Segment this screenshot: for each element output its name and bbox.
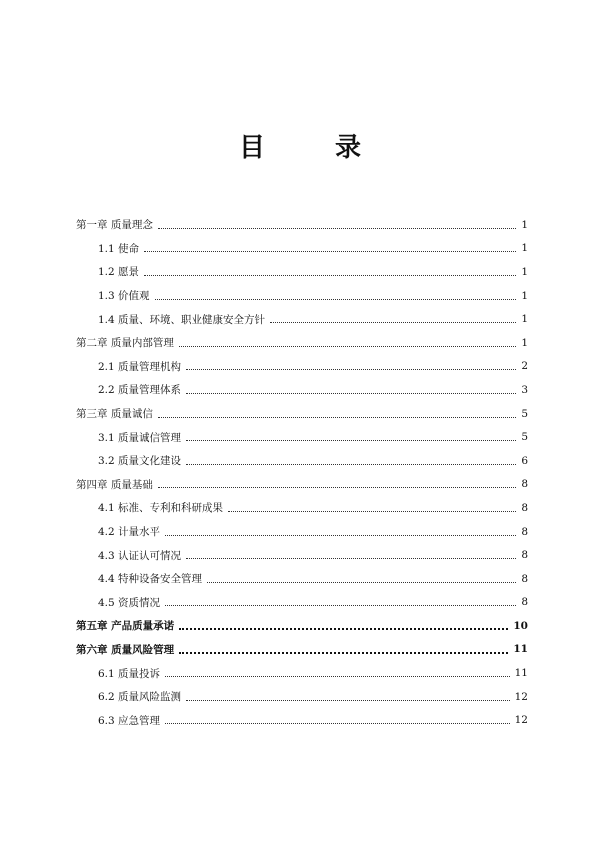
toc-dot-leader: [186, 557, 516, 559]
toc-section-entry[interactable]: [76, 520, 528, 544]
toc-section-entry[interactable]: [76, 591, 528, 615]
toc-dot-leader: [179, 651, 508, 654]
toc-page-number: 1: [521, 336, 528, 349]
toc-section-entry[interactable]: [76, 661, 528, 685]
page-title: 目 录: [238, 133, 383, 163]
toc-dot-leader: [179, 345, 516, 347]
toc-dot-leader: [270, 321, 516, 323]
toc-entry-title: 4.2 计量水平: [98, 526, 161, 539]
toc-page-number: 8: [521, 478, 528, 491]
toc-entry-title: 第二章 质量内部管理: [76, 337, 174, 350]
toc-section-entry[interactable]: [76, 496, 528, 520]
toc-entry-title: 第六章 质量风险管理: [76, 643, 175, 656]
toc-dot-leader: [144, 250, 516, 252]
toc-entry-title: 2.2 质量管理体系: [98, 384, 182, 397]
toc-dot-leader: [144, 274, 516, 276]
toc-page-number: 1: [521, 313, 528, 326]
toc-page-number: 5: [521, 431, 528, 444]
toc-section-entry[interactable]: [76, 237, 528, 261]
toc-entry-title: 4.3 认证认可情况: [98, 549, 182, 562]
toc-entry-title: 4.5 资质情况: [98, 596, 161, 609]
toc-entry-title: 第一章 质量理念: [76, 219, 153, 232]
toc-dot-leader: [158, 227, 516, 229]
toc-entry-title: 第三章 质量诚信: [76, 408, 153, 421]
toc-page-number: 8: [521, 501, 528, 514]
toc-chapter-entry[interactable]: [76, 331, 528, 355]
toc-entry-title: 3.2 质量文化建设: [98, 455, 182, 468]
toc-section-entry[interactable]: [76, 708, 528, 732]
toc-dot-leader: [158, 416, 516, 418]
toc-page-number: 10: [513, 619, 528, 632]
toc-entry-title: 6.2 质量风险监测: [98, 691, 182, 704]
toc-dot-leader: [179, 627, 508, 630]
toc-entry-title: 6.3 应急管理: [98, 714, 161, 727]
toc-entry-title: 1.1 使命: [98, 242, 140, 255]
toc-chapter-entry[interactable]: [76, 213, 528, 237]
toc-section-entry[interactable]: [76, 307, 528, 331]
toc-dot-leader: [155, 298, 517, 300]
toc-entry-title: 4.4 特种设备安全管理: [98, 573, 203, 586]
toc-page-number: 12: [514, 690, 528, 703]
toc-dot-leader: [186, 439, 516, 441]
toc-page-number: 11: [514, 667, 528, 680]
toc-entry-title: 3.1 质量诚信管理: [98, 431, 182, 444]
toc-dot-leader: [165, 534, 516, 536]
toc-dot-leader: [186, 463, 516, 465]
toc-chapter-entry[interactable]: [76, 614, 528, 638]
toc-dot-leader: [165, 675, 510, 677]
toc-entry-title: 2.1 质量管理机构: [98, 360, 182, 373]
toc-section-entry[interactable]: [76, 425, 528, 449]
toc-dot-leader: [165, 722, 510, 724]
toc-dot-leader: [186, 392, 516, 394]
toc-entry-title: 1.3 价值观: [98, 290, 150, 303]
toc-page-number: 6: [521, 454, 528, 467]
toc-page-number: 2: [521, 360, 528, 373]
toc-entry-title: 1.4 质量、环境、职业健康安全方针: [98, 313, 266, 326]
toc-dot-leader: [165, 604, 516, 606]
toc-page-number: 1: [521, 242, 528, 255]
toc-dot-leader: [186, 699, 510, 701]
toc-section-entry[interactable]: [76, 378, 528, 402]
toc-entry-title: 4.1 标准、专利和科研成果: [98, 502, 224, 515]
toc-page-number: 8: [521, 549, 528, 562]
toc-chapter-entry[interactable]: [76, 638, 528, 662]
toc-section-entry[interactable]: [76, 543, 528, 567]
toc-page-number: 12: [514, 714, 528, 727]
toc-page-number: 8: [521, 525, 528, 538]
toc-page-number: 1: [521, 265, 528, 278]
table-of-contents: [76, 213, 528, 732]
toc-chapter-entry[interactable]: [76, 402, 528, 426]
toc-chapter-entry[interactable]: [76, 473, 528, 497]
toc-page-number: 3: [521, 383, 528, 396]
toc-entry-title: 第五章 产品质量承诺: [76, 620, 175, 633]
toc-dot-leader: [228, 510, 516, 512]
toc-section-entry[interactable]: [76, 685, 528, 709]
toc-section-entry[interactable]: [76, 449, 528, 473]
toc-entry-title: 1.2 愿景: [98, 266, 140, 279]
toc-page-number: 5: [521, 407, 528, 420]
toc-page-number: 1: [521, 218, 528, 231]
toc-page-number: 8: [521, 596, 528, 609]
toc-dot-leader: [186, 368, 516, 370]
toc-page-number: 11: [513, 643, 528, 656]
toc-dot-leader: [207, 581, 516, 583]
toc-page-number: 8: [521, 572, 528, 585]
toc-dot-leader: [158, 486, 516, 488]
toc-section-entry[interactable]: [76, 260, 528, 284]
toc-entry-title: 第四章 质量基础: [76, 478, 153, 491]
toc-entry-title: 6.1 质量投诉: [98, 667, 161, 680]
toc-page-number: 1: [521, 289, 528, 302]
toc-section-entry[interactable]: [76, 355, 528, 379]
toc-section-entry[interactable]: [76, 284, 528, 308]
toc-section-entry[interactable]: [76, 567, 528, 591]
